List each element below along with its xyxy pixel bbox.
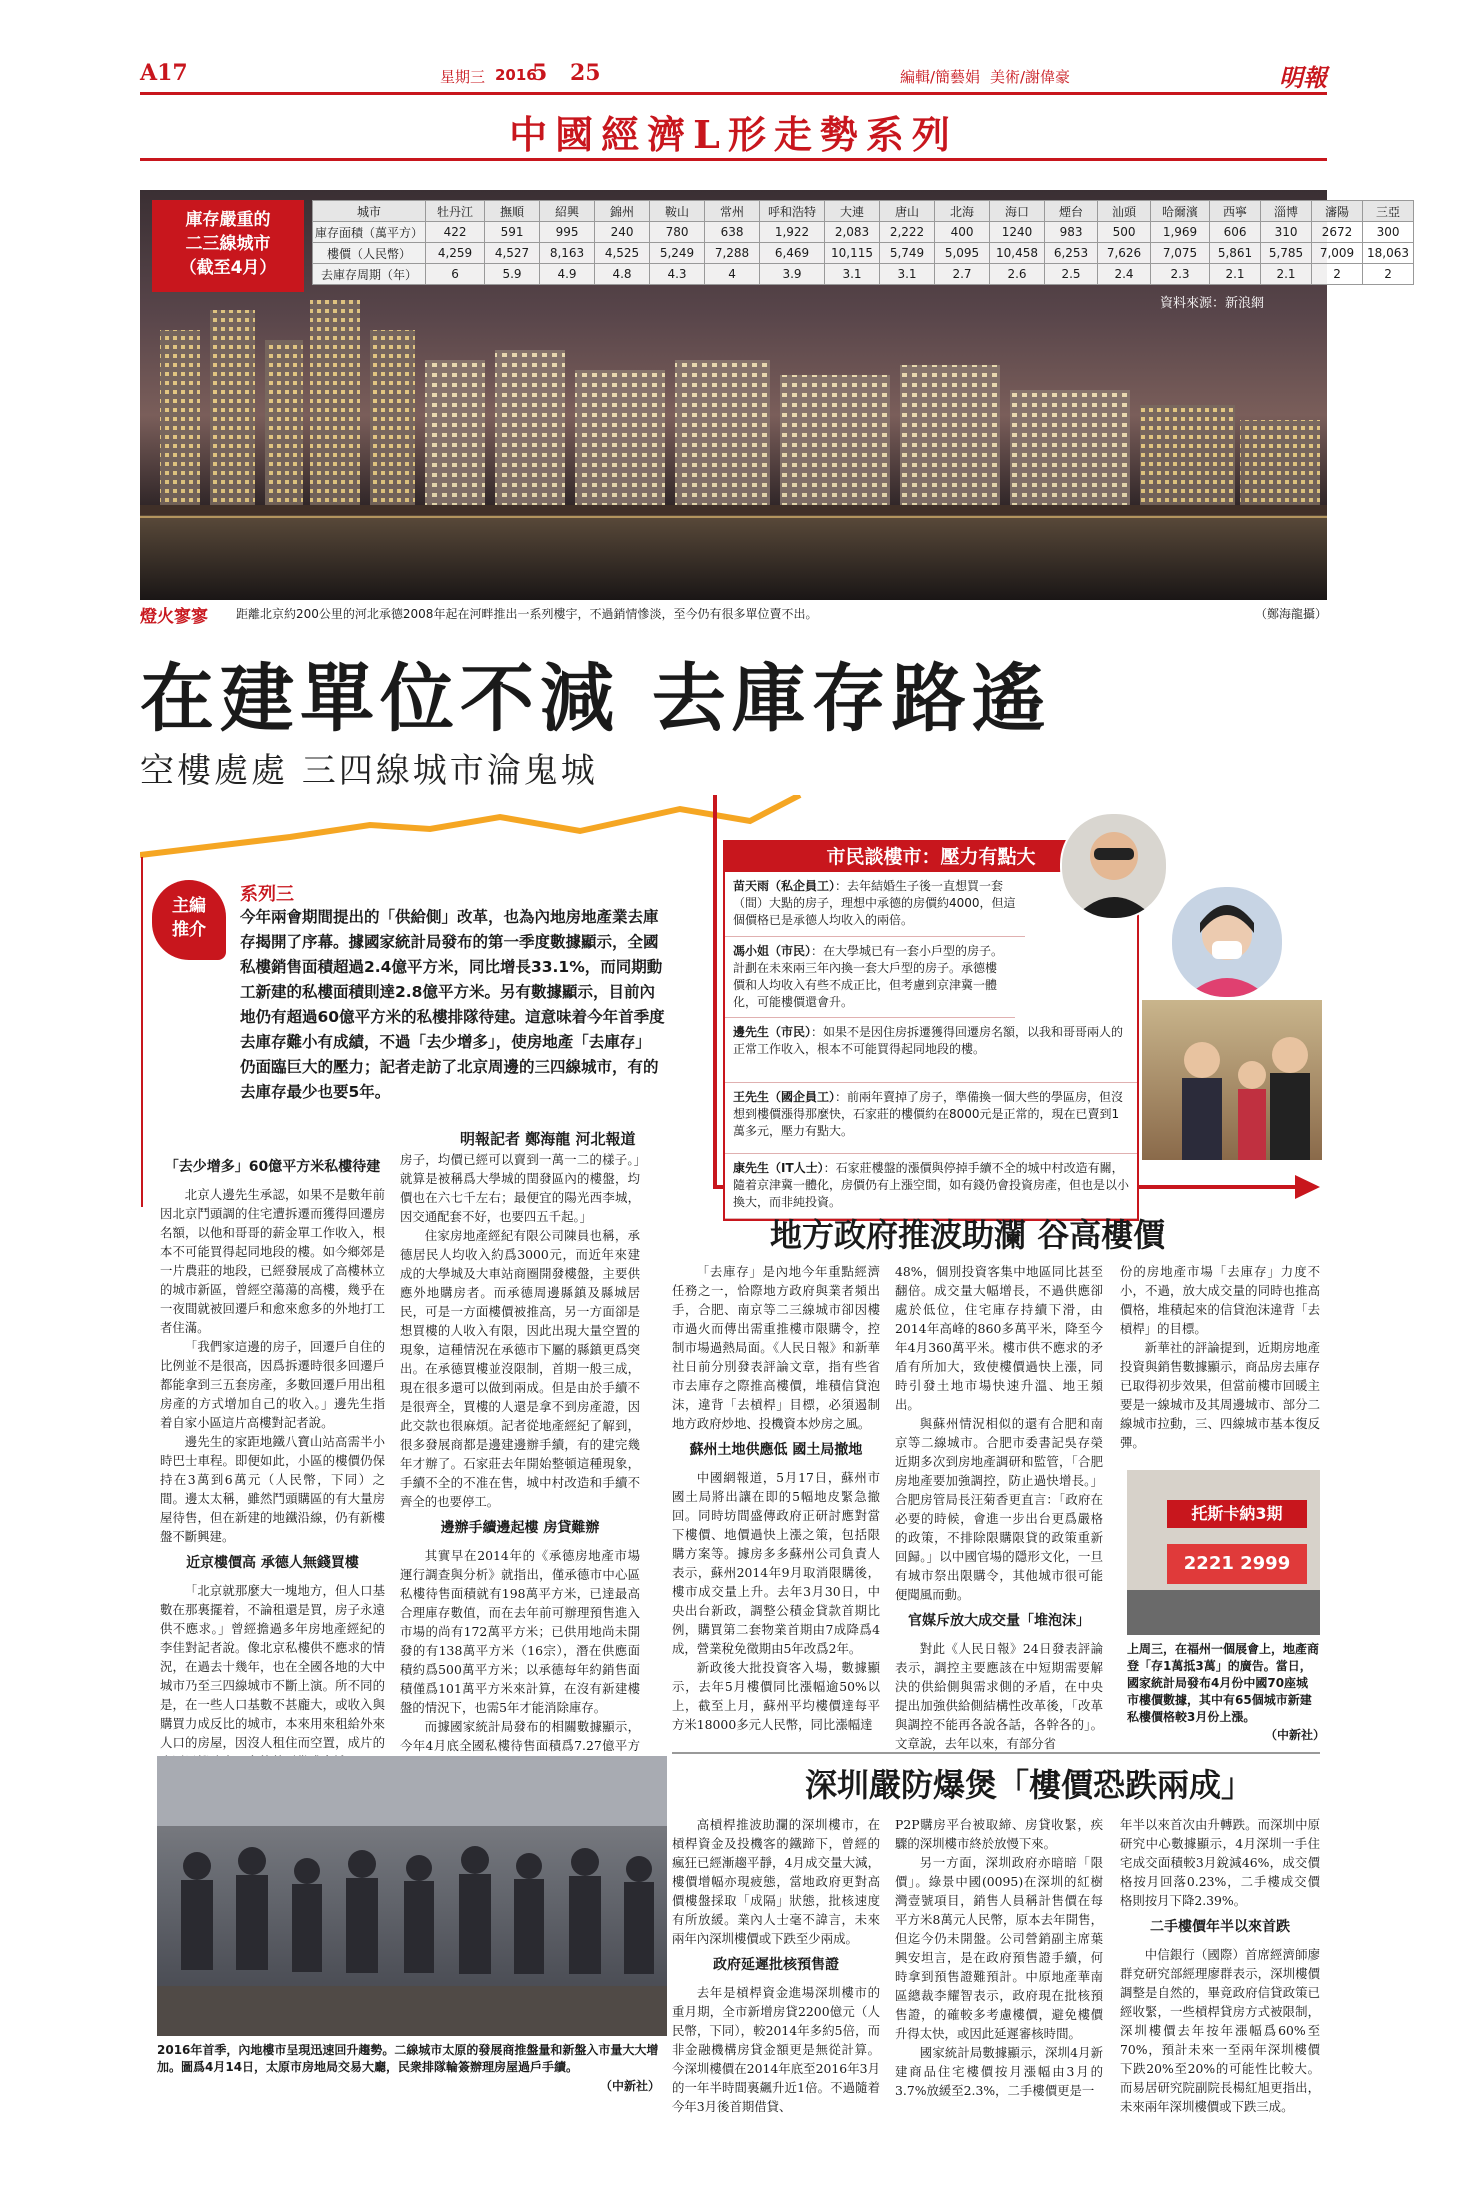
table-cell: 5,749 — [880, 243, 935, 264]
table-cell: 10,115 — [825, 243, 880, 264]
table-cell: 4.8 — [595, 264, 650, 285]
table-city-row — [313, 201, 1414, 222]
header-month: 5 — [532, 60, 548, 86]
table-cell: 4,525 — [595, 243, 650, 264]
portrait-family — [1142, 1000, 1322, 1160]
table-cell: 呼和浩特 — [760, 201, 825, 222]
table-cell: 6,469 — [760, 243, 825, 264]
page-header — [140, 60, 1327, 90]
section-heading: 邊辦手續邊起樓 房貸難辦 — [440, 1520, 600, 1536]
paragraph: 高槓桿推波助瀾的深圳樓市，在槓桿資金及投機客的鐵蹄下，曾經的瘋狂已經漸趨平靜，4月成交量大減，樓價增幅亦現疲態，當地政府更對高價樓盤採取「成隔」狀態，批核速度有所放緩。業內人士毫不諱言，未來兩年內深圳樓價或下跌至少兩成。 — [672, 1817, 880, 1946]
taiyuan-queue-photo — [157, 1756, 667, 2036]
shenzhen-divider — [672, 1752, 1320, 1754]
local-gov-column-2 — [895, 1262, 1103, 1753]
paragraph: 國家統計局數據顯示，深圳4月新建商品住宅樓價按月漲幅由3月的3.7%放緩至2.3%，二手樓價更是一 — [895, 2045, 1103, 2098]
table-cell: 北海 — [935, 201, 990, 222]
table-cell: 7,626 — [1098, 243, 1151, 264]
table-cell: 7,009 — [1312, 243, 1363, 264]
paragraph: 房子，均價已經可以賣到一萬一二的樣子。」就算是被稱爲大學城的閏發區內的樓盤，均價也在六七千左右；最便宜的陽光西李城，因交通配套不好，也要四五千起。」 — [400, 1152, 640, 1224]
table-cell: 西寧 — [1210, 201, 1261, 222]
intro-text: 今年兩會期間提出的「供給側」改革，也為內地房地產業去庫存揭開了序幕。據國家統計局發布的第一季度數據顯示，全國私樓銷售面積超過2.4億平方米，同比增長33.1%，而同期動工新建的私樓面積則達2.8億平方米。另有數據顯示，目前內地仍有超過60億平方米的私樓排隊待建。這意味着今年首季度去庫存難小有成績，不過「去少增多」，使房地產「去庫存」仍面臨巨大的壓力；記者走訪了北京周邊的三四線城市，有的去庫存最少也要5年。 — [240, 908, 665, 1101]
opinion-name: 邊先生（市民） — [733, 1025, 812, 1039]
table-cell: 5.9 — [485, 264, 540, 285]
shenzhen-column-1 — [672, 1815, 880, 2116]
series-rule — [140, 158, 1327, 161]
paragraph: 住家房地產經紀有限公司陳員也稱，承德居民人均收入約爲3000元，而近年來建成的大學城及大車站商圈開發樓盤，主要供應外地購房者。而承德周邊縣鎮及縣城居民，可是一方面樓價被推高，另一方面卻是想買樓的人收入有限，因此出現大量空置的現象，這種情況在承德市下屬的縣鎮更爲突出。在承德買樓並沒限制，首期一般三成，現在很多還可以做到兩成。但是由於手續不是很齊全，買樓的人還是拿不到房產證，因此交款也很麻煩。記者從地產經紀了解到，很多發展商都是邊建邊辦手續，有的建完幾年才辦了。石家莊去年開始整頓這種現象，手續不全的不准在售，城中村改造和手續不齊全的也要停工。 — [400, 1228, 640, 1509]
opinion-entry — [725, 1083, 1137, 1154]
header-weekday: 星期三 — [440, 68, 486, 86]
fuzhou-expo-photo — [1127, 1470, 1320, 1635]
byline: 明報記者 鄭海龍 河北報道 — [460, 1130, 636, 1148]
paragraph: 對此《人民日報》24日發表評論表示，調控主要應該在中短期需要解決的供給側與需求側的矛盾，在中央提出加強供給側結構性改革後，「改革與調控不能再各說各話，各幹各的」。文章說，去年以來，有部分省 — [895, 1641, 1103, 1751]
paragraph: 北京人邊先生承認，如果不是數年前因北京鬥頭調的住宅遭拆遷而獲得回遷房名額，以他和哥哥的薪金單工作收入，根本不可能買得起同地段的樓。如今鄉郊是一片農莊的地段，已經發展成了高樓林立的城市新區，曾經空蕩蕩的高樓，幾乎在一夜間就被回遷戶和愈來愈多的外地打工者住滿。 — [160, 1187, 385, 1335]
table-cell: 5,785 — [1261, 243, 1312, 264]
local-gov-column-1 — [672, 1262, 880, 1734]
table-cell: 310 — [1261, 222, 1312, 243]
opinion-text: ：在大學城已有一套小戶型的房子。計劃在未來兩三年內換一套大戶型的房子。承德樓價和人均收入有些不成正比，但考慮到京津冀一體化，可能樓價還會升。 — [733, 944, 1004, 1009]
table-cell: 紹興 — [540, 201, 595, 222]
paragraph: 「北京就那麼大一塊地方，但人口基數在那裏擺着，不論租還是買，房子永遠供不應求。」曾經擔過多年房地產經紀的李佳對記者說。像北京私樓供不應求的情況，在過去十幾年，也在全國各地的大中城市乃至三四線城市不斷上演。所不同的是，在一些人口基數不甚龐大，或收入與購買力成反比的城市，本來用來租給外來人口的房屋，因沒人租住而空置，成片的 — [160, 1583, 385, 1750]
header-day: 25 — [570, 60, 601, 86]
table-cell: 2.5 — [1045, 264, 1098, 285]
paragraph: 與蘇州情況相似的還有合肥和南京等二線城市。合肥市委書記吳存榮近期多次到房地產調研和監管，「合肥房地產要加強調控，防止過快增長。」合肥房管局長汪菊香更直言：「政府在必要的時候，會進一步出台更爲嚴格的政策，不排除限購限貸的政策重新回歸。」以中國官場的隱形文化，一旦有城市祭出限購令，其他城市很可能便聞風而動。 — [895, 1416, 1103, 1602]
table-cell: 牡丹江 — [426, 201, 485, 222]
paragraph: 「我們家這邊的房子，回遷戶自住的比例並不是很高，因爲拆遷時很多回遷戶都能拿到三五套房產，多數回遷戶用出租房產的方式增加自己的收入。」邊先生指着自家小區這片高樓對記者說。 — [160, 1339, 385, 1430]
opinion-text: ：前兩年賣掉了房子，準備換一個大些的學區房，但沒想到樓價漲得那麼快，石家莊的樓價約在8000元是正常的，現在已賣到1萬多元，壓力有點大。 — [733, 1090, 1124, 1138]
inventory-table — [312, 200, 1414, 285]
table-price-row — [313, 243, 1414, 264]
section-heading: 政府延遲批核預售證 — [713, 1957, 839, 1973]
paragraph: 新華社的評論提到，近期房地產投資與銷售數據顯示，商品房去庫存已取得初步效果，但當前樓市回暖主要是一線城市及其周邊城市、部分二線城市拉動，三、四線城市基本復反彈。 — [1120, 1340, 1320, 1450]
table-cell: 1240 — [990, 222, 1045, 243]
table-cell: 錦州 — [595, 201, 650, 222]
table-cell: 606 — [1210, 222, 1261, 243]
paragraph: 新政後大批投資客入場，數據顯示，去年5月樓價同比漲幅逾50%以上，截至上月，蘇州平均樓價達每平方米18000多元人民幣，同比漲幅達 — [672, 1660, 880, 1732]
table-cell: 780 — [650, 222, 705, 243]
row-header: 城市 — [313, 201, 426, 222]
caption-title: 燈火寥寥 — [140, 607, 208, 627]
portrait-feng — [1170, 885, 1284, 999]
row-header: 樓價（人民幣） — [313, 243, 426, 264]
table-label — [152, 200, 304, 292]
fuzhou-photo-credit: （中新社） — [1265, 1728, 1326, 1742]
opinion-box-title: 市民談樓市：壓力有點大 — [725, 842, 1137, 872]
table-cell: 2,083 — [825, 222, 880, 243]
table-cell: 995 — [540, 222, 595, 243]
expo-banner: 托斯卡納3期 — [1167, 1500, 1307, 1528]
opinion-text: ：石家莊樓盤的漲價與停掉手續不全的城中村改造有關，隨着京津冀一體化，房價仍有上漲空間，如有錢仍會投資房產，但也是以小換大，而非純投資。 — [733, 1161, 1130, 1209]
table-label-line: （截至4月） — [179, 258, 277, 278]
paragraph: 另一方面，深圳政府亦暗暗「限價」。綠景中國(0095)在深圳的紅樹灣壹號項目，銷售人員稱計售價在每平方米8萬元人民幣，原本去年開售，但迄今仍未開盤。公司營銷副主席葉興安坦言，是在政府預售證手續，何時拿到預售證難預計。中原地產華南區總裁李耀智表示，政府現在批核預售證，的確較多考慮樓價，避免樓價升得太快，或因此延遲審核時間。 — [895, 1855, 1103, 2041]
table-cell: 撫順 — [485, 201, 540, 222]
table-cell: 240 — [595, 222, 650, 243]
badge-line: 主編 — [172, 896, 206, 916]
table-cell: 7,075 — [1151, 243, 1210, 264]
paragraph: P2P購房平台被取締、房貸收緊，疾驟的深圳樓市終於放慢下來。 — [895, 1817, 1103, 1851]
table-cell: 鞍山 — [650, 201, 705, 222]
opinion-entry — [725, 937, 1015, 1018]
row-header: 庫存面積（萬平方） — [313, 222, 426, 243]
table-cell: 6 — [426, 264, 485, 285]
series-title: 中國經濟L形走勢系列 — [509, 112, 958, 157]
table-cell: 淄博 — [1261, 201, 1312, 222]
section-heading: 近京樓價高 承德人無錢買樓 — [186, 1555, 359, 1571]
table-cell: 500 — [1098, 222, 1151, 243]
taiyuan-photo-caption: 2016年首季，內地樓市呈現迅速回升趨勢。二線城市太原的發展商推盤量和新盤入市量大大增加。圖爲4月14日，太原市房地局交易大廳，民衆排隊輪簽辦理房屋過戶手續。 — [157, 2043, 659, 2074]
table-cell: 5,861 — [1210, 243, 1261, 264]
portrait-miao — [1060, 812, 1168, 920]
table-cell: 2.7 — [935, 264, 990, 285]
paragraph: 而據國家統計局發布的相關數據顯示，今年4月底全國私樓待售面積爲7.27億平方 — [400, 1719, 640, 1753]
paragraph: 48%，個別投資客集中地區同比甚至翻倍。成交量大幅增長，不過供應卻處於低位，住宅庫存持續下滑，由2014年高峰的860多萬平米，降至今年4月360萬平米。樓市供不應求的矛盾有所加大，致使樓價過快上漲，同時引發土地市場快速升溫、地王頻出。 — [895, 1264, 1103, 1412]
shenzhen-column-3 — [1120, 1815, 1320, 2116]
shenzhen-column-2 — [895, 1815, 1103, 2100]
opinion-text: ：如果不是因住房拆遷獲得回遷房名額，以我和哥哥兩人的正常工作收入，根本不可能買得起同地段的樓。 — [733, 1025, 1124, 1056]
table-cell: 18,063 — [1363, 243, 1414, 264]
table-cell: 唐山 — [880, 201, 935, 222]
table-cell: 哈爾濱 — [1151, 201, 1210, 222]
opinion-entry — [725, 1018, 1137, 1083]
table-cell: 2672 — [1312, 222, 1363, 243]
opinion-name: 馮小姐（市民） — [733, 944, 812, 958]
table-cell: 400 — [935, 222, 990, 243]
table-cell: 1,922 — [760, 222, 825, 243]
row-header: 去庫存周期（年） — [313, 264, 426, 285]
caption-text: 距離北京約200公里的河北承德2008年起在河畔推出一系列樓宇，不過銷情慘淡，至今仍有很多單位賣不出。 — [236, 607, 818, 621]
editor-pick-badge — [152, 880, 226, 960]
table-source: 資料來源：新浪網 — [1160, 296, 1265, 311]
taiyuan-photo-credit: （中新社） — [600, 2079, 661, 2093]
newspaper-logo: 明報 — [1279, 63, 1327, 92]
table-cell: 5,249 — [650, 243, 705, 264]
table-label-line: 二三線城市 — [185, 234, 271, 254]
table-cell: 300 — [1363, 222, 1414, 243]
table-cell: 4 — [705, 264, 760, 285]
table-cell: 4,527 — [485, 243, 540, 264]
crowd-illustration — [157, 1756, 667, 2036]
table-cell: 4,259 — [426, 243, 485, 264]
expo-price: 2221 2999 — [1167, 1544, 1307, 1584]
paragraph: 份的房地產市場「去庫存」力度不小，不過，放大成交量的同時也推高價格，堆積起來的信貸泡沫違背「去槓桿」的目標。 — [1120, 1264, 1320, 1336]
table-cell: 638 — [705, 222, 760, 243]
section-heading: 官媒斥放大成交量「堆泡沫」 — [908, 1613, 1090, 1629]
paragraph: 中信銀行（國際）首席經濟師廖群兗研究部經理廖群表示，深圳樓價調整是自然的，畢竟政府信貸政策已經收緊，一些槓桿貸房方式被限制，深圳樓價去年按年漲幅爲60%至70%，預計未來一至兩年深圳樓價下跌20%至20%的可能性比較大。而易居研究院副院長楊紅旭更指出，未來兩年深圳樓價或下跌三成。 — [1120, 1947, 1320, 2114]
local-gov-headline: 地方政府推波助瀾 谷高樓價 — [770, 1216, 1166, 1254]
table-cell: 8,163 — [540, 243, 595, 264]
page-number: A17 — [140, 60, 188, 86]
table-cell: 大連 — [825, 201, 880, 222]
table-cell: 3.9 — [760, 264, 825, 285]
section-heading: 蘇州土地供應低 國土局撤地 — [689, 1442, 863, 1458]
series-label: 系列三 — [240, 884, 294, 905]
top-photo-caption — [140, 602, 1327, 627]
main-headline: 在建單位不減 去庫存路遙 — [140, 656, 1052, 742]
opinion-name: 康先生（IT人士） — [733, 1161, 824, 1175]
table-cell: 1,969 — [1151, 222, 1210, 243]
badge-line: 推介 — [172, 920, 206, 940]
table-cell: 煙台 — [1045, 201, 1098, 222]
shenzhen-headline: 深圳嚴防爆煲「樓價恐跌兩成」 — [805, 1766, 1254, 1804]
table-cell: 瀋陽 — [1312, 201, 1363, 222]
table-cell: 7,288 — [705, 243, 760, 264]
table-cell: 4.3 — [650, 264, 705, 285]
section-heading: 「去少增多」60億平方米私樓待建 — [164, 1159, 381, 1175]
table-cell: 2.1 — [1261, 264, 1312, 285]
table-cell: 3.1 — [825, 264, 880, 285]
table-cell: 2.6 — [990, 264, 1045, 285]
table-area-row — [313, 222, 1414, 243]
table-cell: 汕頭 — [1098, 201, 1151, 222]
table-cell: 3.1 — [880, 264, 935, 285]
table-cell: 2 — [1312, 264, 1363, 285]
caption-credit: （鄭海龍攝） — [1254, 607, 1327, 621]
header-designer: 美術/謝偉豪 — [990, 68, 1071, 86]
paragraph: 邊先生的家距地鐵八寶山站高需半小時巴士車程。即便如此，小區的樓價仍保持在3萬到6萬元（人民幣，下同）之間。邊太太稱，雖然鬥頭購區的有大量房屋待售，但在新建的地鐵沿線，仍有新樓盤不斷興建。 — [160, 1434, 385, 1544]
table-cell: 三亞 — [1363, 201, 1414, 222]
table-cell: 6,253 — [1045, 243, 1098, 264]
table-cell: 海口 — [990, 201, 1045, 222]
table-cell: 983 — [1045, 222, 1098, 243]
paragraph: 「去庫存」是內地今年重點經濟任務之一，恰際地方政府與業者頻出手，合肥、南京等二三線城市卻因樓市過火而傳出需重推樓市限購令，控制市場過熱局面。《人民日報》和新華社日前分別發表評論文章，指有些省市去庫存之際推高樓價，堆積信貸泡沫，違背「去槓桿」目標，必須遏制地方政府炒地、投機資本炒房之風。 — [672, 1264, 880, 1431]
opinion-name: 苗天雨（私企員工） — [733, 879, 836, 893]
paragraph: 中國網報道，5月17日，蘇州市國土局將出讓在即的5幅地皮緊急撤回。同時坊間盛傳政府正研討應對當下樓價、地價過快上漲之策，包括限購方案等。據房多多蘇州公司負責人表示，蘇州2014年9月取消限購後，樓市成交量上升。去年3月30日，中央出台新政，調整公積金貸款首期比例，購買第二套物業首期由7成降爲4成，營業稅免徵期由5年改爲2年。 — [672, 1470, 880, 1656]
paragraph: 去年是槓桿資金進場深圳樓市的重月期，全市新增房貸2200億元（人民幣，下同），較2014年多約5倍，而非金融機構房貸金額更是無從計算。今深圳樓價在2014年底至2016年3月的一年半時間裏飆升近1倍。不過隨着今年3月後首期借貸、 — [672, 1985, 880, 2114]
paragraph: 年半以來首次由升轉跌。而深圳中原研究中心數據顯示，4月深圳一手住宅成交面積較3月銳減46%，成交價格按月回落0.23%，二手樓成交價格則按月下降2.39%。 — [1120, 1817, 1320, 1908]
table-cell: 422 — [426, 222, 485, 243]
table-cell: 591 — [485, 222, 540, 243]
table-cell: 2.4 — [1098, 264, 1151, 285]
table-cell: 2.1 — [1210, 264, 1261, 285]
table-cell: 4.9 — [540, 264, 595, 285]
table-cell: 2.3 — [1151, 264, 1210, 285]
local-gov-column-3 — [1120, 1262, 1320, 1452]
table-cycle-row — [313, 264, 1414, 285]
header-year: 2016 — [495, 66, 537, 84]
header-rule — [140, 92, 1327, 95]
header-editors: 編輯/簡藝娟 — [900, 68, 981, 86]
table-label-line: 庫存嚴重的 — [185, 210, 271, 230]
table-cell: 10,458 — [990, 243, 1045, 264]
table-cell: 5,095 — [935, 243, 990, 264]
table-cell: 常州 — [705, 201, 760, 222]
opinion-name: 王先生（國企員工） — [733, 1090, 836, 1104]
paragraph: 其實早在2014年的《承德房地產市場運行調查與分析》就指出，僅承德市中心區私樓待售面積就有198萬平方米，已達最高合理庫存數值，而在去年前可辦理預售進入市場的尚有172萬平方米；已供用地尚未開發的有138萬平方米（16宗），潛在供應面積約爲500萬平方米；以承德每年約銷售面積僅爲101萬平方米來計算，在沒有新建樓盤的情況下，也需5年才能消除庫存。 — [400, 1548, 640, 1715]
table-cell: 2,222 — [880, 222, 935, 243]
opinion-entry — [725, 872, 1025, 937]
fuzhou-photo-caption: 上周三，在福州一個展會上，地產商登「存1萬抵3萬」的廣告。當日，國家統計局發布4月份中國70座城市樓價數據，其中有65個城市新建私樓價格較3月份上漲。 — [1127, 1642, 1320, 1724]
table-cell: 2 — [1363, 264, 1414, 285]
sub-headline: 空樓處處 三四線城市淪鬼城 — [140, 751, 598, 791]
section-heading: 二手樓價年半以來首跌 — [1150, 1919, 1290, 1935]
opinion-text: ：去年結婚生子後一直想買一套（間）大點的房子，理想中承德的房價約4000，但這個價格已是承德人均收入的兩倍。 — [733, 879, 1016, 927]
